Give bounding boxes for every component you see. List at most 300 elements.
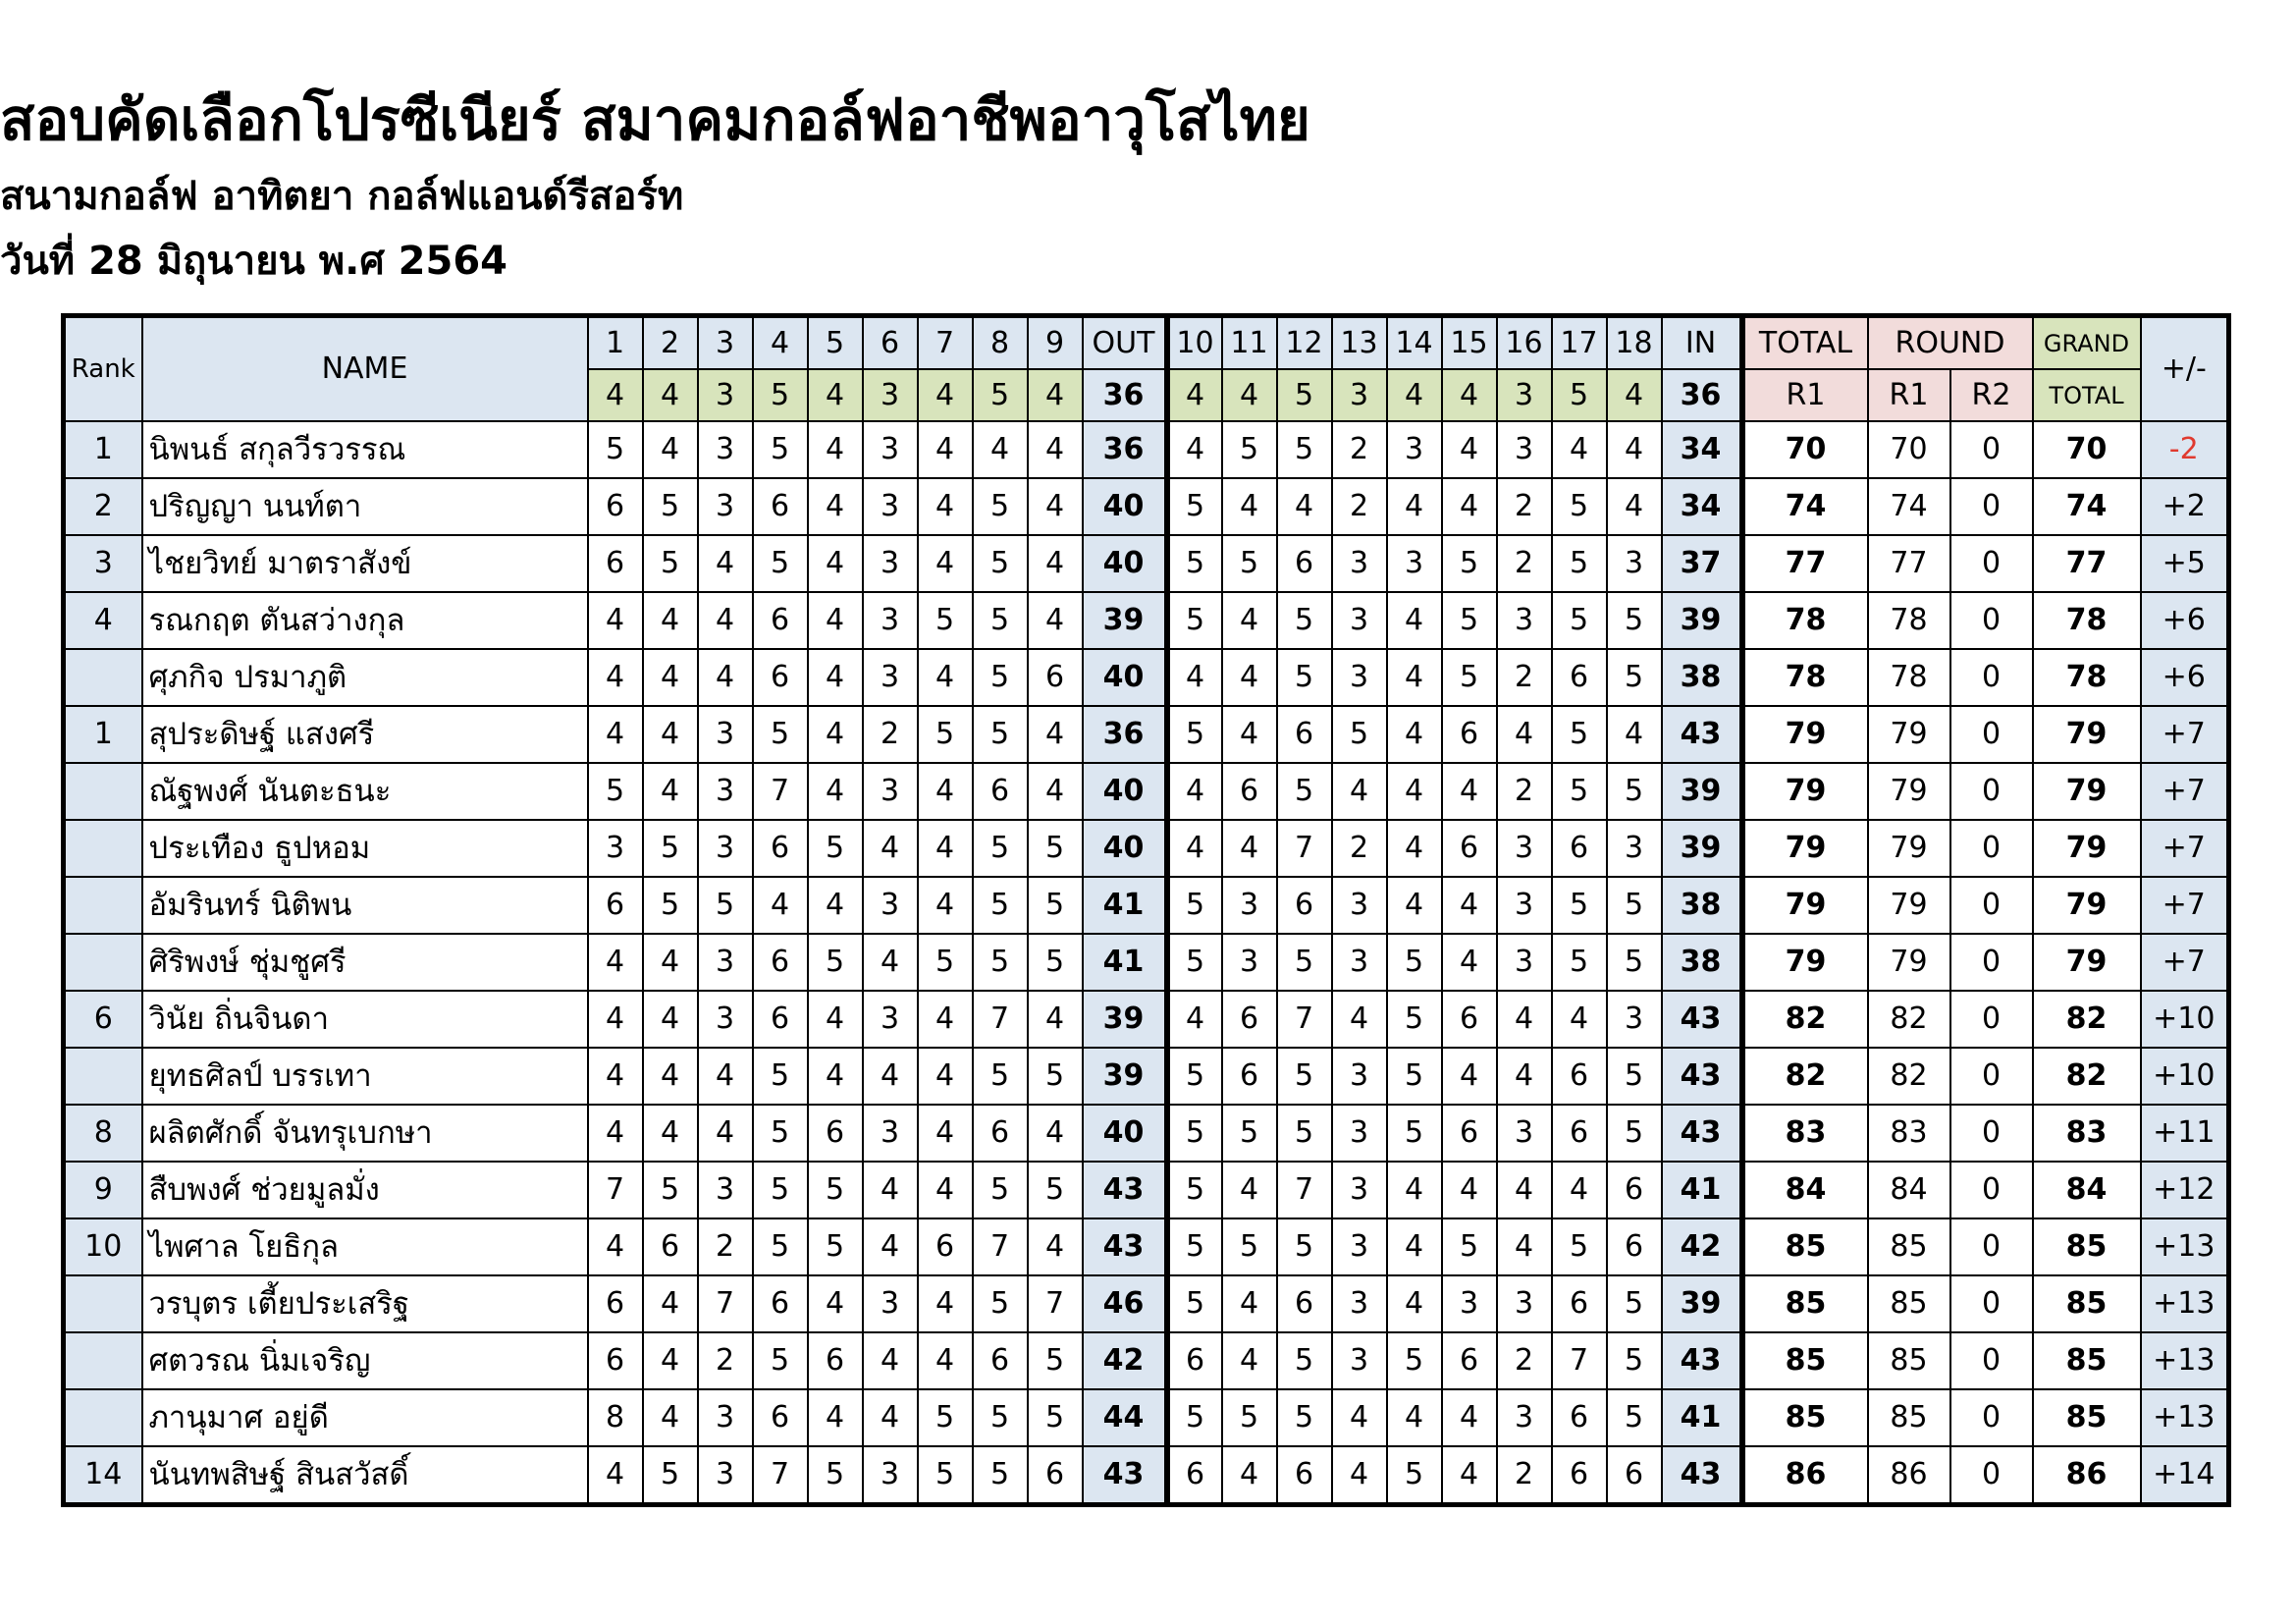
in-total-cell: 43 <box>1662 991 1742 1048</box>
grand-total-cell: 85 <box>2033 1218 2141 1275</box>
hole-14-header: 14 <box>1387 316 1442 370</box>
round-r1-cell: 79 <box>1868 820 1950 877</box>
hole-2-score: 6 <box>643 1218 698 1275</box>
hole-6-score: 3 <box>863 421 918 478</box>
total-r1-cell: 77 <box>1742 535 1868 592</box>
hole-17-score: 5 <box>1552 706 1607 763</box>
hole-16-header: 16 <box>1497 316 1552 370</box>
player-name-cell: รณกฤต ตันสว่างกุล <box>142 592 588 649</box>
hole-18-score: 5 <box>1607 1389 1662 1446</box>
hole-18-score: 5 <box>1607 649 1662 706</box>
scoreboard-table <box>61 313 2231 1507</box>
player-name-cell: ยุทธศิลป์ บรรเทา <box>142 1048 588 1105</box>
grand-total-cell: 79 <box>2033 706 2141 763</box>
hole-15-score: 6 <box>1442 991 1497 1048</box>
hole-7-score: 4 <box>918 1332 973 1389</box>
hole-18-score: 6 <box>1607 1446 1662 1505</box>
hole-5-score: 4 <box>808 421 863 478</box>
hole-1-score: 4 <box>588 1218 643 1275</box>
hole-12-score: 7 <box>1277 820 1332 877</box>
total-r1-cell: 82 <box>1742 991 1868 1048</box>
hole-15-score: 6 <box>1442 706 1497 763</box>
hole-5-score: 4 <box>808 706 863 763</box>
hole-16-score: 2 <box>1497 763 1552 820</box>
hole-1-score: 4 <box>588 706 643 763</box>
out-total-cell: 36 <box>1083 421 1167 478</box>
hole-13-score: 3 <box>1332 1048 1387 1105</box>
round-r2-cell: 0 <box>1950 478 2033 535</box>
round-r1-cell: 85 <box>1868 1275 1950 1332</box>
rank-cell <box>64 1389 142 1446</box>
out-total-cell: 40 <box>1083 478 1167 535</box>
hole-11-score: 4 <box>1222 592 1277 649</box>
in-total-cell: 39 <box>1662 820 1742 877</box>
grand-total-cell: 85 <box>2033 1332 2141 1389</box>
in-header: IN <box>1662 316 1742 370</box>
hole-8-score: 5 <box>973 877 1028 934</box>
grand-total-cell: 84 <box>2033 1162 2141 1218</box>
hole-14-score: 5 <box>1387 1332 1442 1389</box>
player-name-cell: ภานุมาศ อยู่ดี <box>142 1389 588 1446</box>
name-column-header: NAME <box>142 316 588 422</box>
par-hole-12: 5 <box>1277 369 1332 421</box>
table-row <box>64 706 2229 763</box>
out-total-cell: 40 <box>1083 535 1167 592</box>
hole-11-score: 5 <box>1222 421 1277 478</box>
hole-8-score: 5 <box>973 820 1028 877</box>
hole-7-score: 4 <box>918 421 973 478</box>
hole-18-score: 5 <box>1607 763 1662 820</box>
hole-8-score: 7 <box>973 1218 1028 1275</box>
hole-14-score: 5 <box>1387 934 1442 991</box>
hole-17-score: 4 <box>1552 991 1607 1048</box>
player-name-cell: ไพศาล โยธิกุล <box>142 1218 588 1275</box>
round-r1-cell: 84 <box>1868 1162 1950 1218</box>
hole-16-score: 4 <box>1497 706 1552 763</box>
hole-7-score: 5 <box>918 934 973 991</box>
hole-8-score: 5 <box>973 1446 1028 1505</box>
round-r1-cell: 79 <box>1868 934 1950 991</box>
hole-18-score: 5 <box>1607 934 1662 991</box>
out-total-cell: 43 <box>1083 1162 1167 1218</box>
hole-1-score: 4 <box>588 1048 643 1105</box>
hole-7-score: 4 <box>918 763 973 820</box>
hole-8-score: 5 <box>973 934 1028 991</box>
hole-13-score: 4 <box>1332 1389 1387 1446</box>
hole-1-score: 4 <box>588 592 643 649</box>
out-total-cell: 40 <box>1083 763 1167 820</box>
total-r1-cell: 78 <box>1742 649 1868 706</box>
table-row <box>64 421 2229 478</box>
hole-18-score: 5 <box>1607 1048 1662 1105</box>
hole-17-score: 5 <box>1552 1218 1607 1275</box>
grand-total-cell: 79 <box>2033 763 2141 820</box>
hole-18-score: 4 <box>1607 421 1662 478</box>
table-row <box>64 763 2229 820</box>
player-name-cell: อัมรินทร์ นิติพน <box>142 877 588 934</box>
rank-cell: 1 <box>64 421 142 478</box>
hole-12-score: 5 <box>1277 763 1332 820</box>
out-total-cell: 46 <box>1083 1275 1167 1332</box>
hole-7-score: 4 <box>918 991 973 1048</box>
hole-6-score: 2 <box>863 706 918 763</box>
hole-3-score: 4 <box>698 592 753 649</box>
hole-10-score: 5 <box>1167 877 1222 934</box>
hole-10-header: 10 <box>1167 316 1222 370</box>
hole-4-score: 5 <box>753 1218 808 1275</box>
hole-18-score: 6 <box>1607 1218 1662 1275</box>
hole-14-score: 4 <box>1387 877 1442 934</box>
hole-15-score: 4 <box>1442 1162 1497 1218</box>
total-r1-cell: 78 <box>1742 592 1868 649</box>
plus-minus-cell: +13 <box>2141 1389 2229 1446</box>
out-header: OUT <box>1083 316 1167 370</box>
hole-15-score: 6 <box>1442 1105 1497 1162</box>
round-r2-cell: 0 <box>1950 991 2033 1048</box>
round-r2-cell: 0 <box>1950 535 2033 592</box>
rank-cell: 1 <box>64 706 142 763</box>
player-name-cell: ประเทือง ธูปหอม <box>142 820 588 877</box>
hole-5-score: 4 <box>808 1275 863 1332</box>
hole-6-score: 3 <box>863 877 918 934</box>
hole-9-score: 5 <box>1028 1162 1083 1218</box>
out-total-cell: 43 <box>1083 1218 1167 1275</box>
hole-16-score: 2 <box>1497 1446 1552 1505</box>
hole-4-score: 5 <box>753 1162 808 1218</box>
rank-cell <box>64 934 142 991</box>
out-total-cell: 41 <box>1083 934 1167 991</box>
hole-10-score: 5 <box>1167 592 1222 649</box>
total-r1-cell: 85 <box>1742 1389 1868 1446</box>
hole-8-score: 5 <box>973 649 1028 706</box>
hole-6-score: 3 <box>863 535 918 592</box>
hole-4-score: 4 <box>753 877 808 934</box>
hole-2-score: 4 <box>643 934 698 991</box>
hole-14-score: 3 <box>1387 535 1442 592</box>
hole-4-score: 7 <box>753 763 808 820</box>
hole-10-score: 5 <box>1167 1105 1222 1162</box>
hole-16-score: 3 <box>1497 820 1552 877</box>
hole-9-score: 6 <box>1028 1446 1083 1505</box>
player-name-cell: ณัฐพงศ์ นันตะธนะ <box>142 763 588 820</box>
plus-minus-cell: +7 <box>2141 877 2229 934</box>
hole-15-score: 6 <box>1442 820 1497 877</box>
hole-14-score: 4 <box>1387 1389 1442 1446</box>
hole-1-score: 3 <box>588 820 643 877</box>
rank-cell: 3 <box>64 535 142 592</box>
player-name-cell: นิพนธ์ สกุลวีรวรรณ <box>142 421 588 478</box>
hole-18-score: 3 <box>1607 991 1662 1048</box>
in-total-cell: 38 <box>1662 934 1742 991</box>
hole-15-score: 4 <box>1442 1048 1497 1105</box>
hole-10-score: 5 <box>1167 1275 1222 1332</box>
hole-2-score: 4 <box>643 1105 698 1162</box>
round-r1-cell: 85 <box>1868 1332 1950 1389</box>
hole-17-score: 5 <box>1552 592 1607 649</box>
hole-7-score: 5 <box>918 1446 973 1505</box>
hole-8-score: 6 <box>973 763 1028 820</box>
round-r1-cell: 79 <box>1868 877 1950 934</box>
hole-12-score: 6 <box>1277 1446 1332 1505</box>
hole-13-score: 3 <box>1332 1332 1387 1389</box>
hole-9-score: 7 <box>1028 1275 1083 1332</box>
hole-4-score: 6 <box>753 592 808 649</box>
hole-15-header: 15 <box>1442 316 1497 370</box>
in-total-cell: 41 <box>1662 1162 1742 1218</box>
hole-7-score: 4 <box>918 478 973 535</box>
hole-9-score: 4 <box>1028 706 1083 763</box>
hole-12-score: 6 <box>1277 877 1332 934</box>
hole-14-score: 4 <box>1387 1162 1442 1218</box>
hole-12-score: 6 <box>1277 1275 1332 1332</box>
out-total-cell: 40 <box>1083 649 1167 706</box>
hole-6-score: 3 <box>863 1105 918 1162</box>
round-r1-cell: 85 <box>1868 1389 1950 1446</box>
hole-11-score: 5 <box>1222 1105 1277 1162</box>
hole-14-score: 4 <box>1387 649 1442 706</box>
plus-minus-cell: +13 <box>2141 1218 2229 1275</box>
hole-14-score: 4 <box>1387 1275 1442 1332</box>
grand-header: GRAND <box>2033 316 2141 370</box>
grand-total-cell: 85 <box>2033 1389 2141 1446</box>
round-r2-cell: 0 <box>1950 421 2033 478</box>
hole-6-score: 4 <box>863 1332 918 1389</box>
rank-column-header: Rank <box>64 316 142 422</box>
hole-17-score: 4 <box>1552 421 1607 478</box>
hole-9-score: 4 <box>1028 1105 1083 1162</box>
hole-4-score: 5 <box>753 1048 808 1105</box>
plus-minus-cell: +10 <box>2141 1048 2229 1105</box>
table-row <box>64 1275 2229 1332</box>
hole-5-score: 5 <box>808 1446 863 1505</box>
rank-cell <box>64 877 142 934</box>
round-r1-cell: 70 <box>1868 421 1950 478</box>
hole-13-score: 4 <box>1332 763 1387 820</box>
table-row <box>64 877 2229 934</box>
hole-2-score: 5 <box>643 478 698 535</box>
table-row <box>64 1389 2229 1446</box>
round-r2-cell: 0 <box>1950 820 2033 877</box>
hole-12-score: 7 <box>1277 991 1332 1048</box>
table-row <box>64 1048 2229 1105</box>
hole-10-score: 4 <box>1167 649 1222 706</box>
grand-total-cell: 83 <box>2033 1105 2141 1162</box>
hole-14-score: 4 <box>1387 1218 1442 1275</box>
grand-total-cell: 70 <box>2033 421 2141 478</box>
hole-12-score: 5 <box>1277 1048 1332 1105</box>
par-hole-10: 4 <box>1167 369 1222 421</box>
hole-9-score: 4 <box>1028 763 1083 820</box>
hole-13-score: 2 <box>1332 421 1387 478</box>
hole-6-score: 4 <box>863 1218 918 1275</box>
hole-1-score: 6 <box>588 535 643 592</box>
grand-total-cell: 79 <box>2033 820 2141 877</box>
hole-8-score: 5 <box>973 478 1028 535</box>
hole-8-score: 5 <box>973 1275 1028 1332</box>
hole-10-score: 4 <box>1167 763 1222 820</box>
hole-6-score: 3 <box>863 649 918 706</box>
hole-17-score: 5 <box>1552 763 1607 820</box>
hole-4-score: 6 <box>753 934 808 991</box>
player-name-cell: ศุภกิจ ปรมาภูติ <box>142 649 588 706</box>
hole-18-score: 3 <box>1607 820 1662 877</box>
player-name-cell: ศตวรณ นิ่มเจริญ <box>142 1332 588 1389</box>
hole-4-score: 5 <box>753 535 808 592</box>
hole-17-score: 4 <box>1552 1162 1607 1218</box>
hole-3-score: 3 <box>698 1389 753 1446</box>
plus-minus-cell: +7 <box>2141 706 2229 763</box>
plus-minus-cell: +2 <box>2141 478 2229 535</box>
round-r2-cell: 0 <box>1950 1275 2033 1332</box>
hole-5-score: 4 <box>808 535 863 592</box>
total-r1-header: R1 <box>1742 369 1868 421</box>
plus-minus-cell: +14 <box>2141 1446 2229 1505</box>
round-r2-cell: 0 <box>1950 1446 2033 1505</box>
player-name-cell: นันทพสิษฐ์ สินสวัสดิ์ <box>142 1446 588 1505</box>
hole-4-score: 5 <box>753 421 808 478</box>
hole-6-score: 4 <box>863 820 918 877</box>
hole-16-score: 3 <box>1497 592 1552 649</box>
hole-9-score: 5 <box>1028 1389 1083 1446</box>
hole-17-score: 5 <box>1552 478 1607 535</box>
player-name-cell: ผลิตศักดิ์ จันทรุเบกษา <box>142 1105 588 1162</box>
hole-1-score: 5 <box>588 763 643 820</box>
round-r1-cell: 77 <box>1868 535 1950 592</box>
hole-11-score: 4 <box>1222 1162 1277 1218</box>
total-r1-cell: 79 <box>1742 934 1868 991</box>
hole-13-score: 2 <box>1332 478 1387 535</box>
hole-11-score: 4 <box>1222 1446 1277 1505</box>
grand-total-cell: 86 <box>2033 1446 2141 1505</box>
hole-11-score: 5 <box>1222 1389 1277 1446</box>
round-r2-cell: 0 <box>1950 763 2033 820</box>
hole-16-score: 3 <box>1497 1105 1552 1162</box>
grand-total-cell: 82 <box>2033 991 2141 1048</box>
hole-12-score: 5 <box>1277 1389 1332 1446</box>
table-row <box>64 1332 2229 1389</box>
in-total-cell: 43 <box>1662 1446 1742 1505</box>
total-r1-cell: 82 <box>1742 1048 1868 1105</box>
hole-14-score: 3 <box>1387 421 1442 478</box>
out-total-cell: 42 <box>1083 1332 1167 1389</box>
total-r1-cell: 85 <box>1742 1218 1868 1275</box>
plus-minus-cell: +13 <box>2141 1332 2229 1389</box>
hole-17-score: 5 <box>1552 934 1607 991</box>
hole-2-score: 4 <box>643 1332 698 1389</box>
in-total-cell: 37 <box>1662 535 1742 592</box>
hole-6-score: 4 <box>863 1389 918 1446</box>
round-r1-cell: 82 <box>1868 1048 1950 1105</box>
hole-9-score: 4 <box>1028 592 1083 649</box>
hole-13-score: 3 <box>1332 535 1387 592</box>
hole-3-score: 5 <box>698 877 753 934</box>
hole-11-score: 4 <box>1222 706 1277 763</box>
in-total-cell: 41 <box>1662 1389 1742 1446</box>
grand-total-cell: 85 <box>2033 1275 2141 1332</box>
hole-12-score: 5 <box>1277 649 1332 706</box>
hole-11-score: 3 <box>1222 877 1277 934</box>
par-hole-15: 4 <box>1442 369 1497 421</box>
player-name-cell: ปริญญา นนท์ตา <box>142 478 588 535</box>
hole-10-score: 5 <box>1167 706 1222 763</box>
hole-3-score: 3 <box>698 820 753 877</box>
hole-16-score: 2 <box>1497 649 1552 706</box>
hole-3-score: 3 <box>698 706 753 763</box>
hole-7-score: 5 <box>918 592 973 649</box>
hole-3-score: 4 <box>698 1048 753 1105</box>
plus-minus-cell: +7 <box>2141 820 2229 877</box>
rank-cell: 4 <box>64 592 142 649</box>
hole-17-score: 7 <box>1552 1332 1607 1389</box>
hole-5-score: 4 <box>808 1389 863 1446</box>
hole-15-score: 4 <box>1442 763 1497 820</box>
hole-11-score: 4 <box>1222 478 1277 535</box>
hole-6-score: 3 <box>863 1446 918 1505</box>
hole-6-score: 3 <box>863 763 918 820</box>
table-row <box>64 1162 2229 1218</box>
hole-7-score: 4 <box>918 535 973 592</box>
hole-3-score: 4 <box>698 649 753 706</box>
hole-8-score: 5 <box>973 592 1028 649</box>
hole-5-score: 4 <box>808 478 863 535</box>
total-r1-cell: 86 <box>1742 1446 1868 1505</box>
hole-8-score: 7 <box>973 991 1028 1048</box>
hole-6-score: 4 <box>863 934 918 991</box>
in-total-cell: 39 <box>1662 763 1742 820</box>
out-total-cell: 36 <box>1083 706 1167 763</box>
hole-8-score: 4 <box>973 421 1028 478</box>
hole-15-score: 4 <box>1442 1389 1497 1446</box>
hole-4-score: 6 <box>753 991 808 1048</box>
table-row <box>64 1218 2229 1275</box>
hole-16-score: 4 <box>1497 991 1552 1048</box>
hole-10-score: 5 <box>1167 934 1222 991</box>
hole-6-score: 4 <box>863 1048 918 1105</box>
round-r2-cell: 0 <box>1950 649 2033 706</box>
round-r1-cell: 83 <box>1868 1105 1950 1162</box>
hole-12-score: 5 <box>1277 1218 1332 1275</box>
hole-6-header: 6 <box>863 316 918 370</box>
plus-minus-cell: +7 <box>2141 934 2229 991</box>
hole-4-score: 6 <box>753 478 808 535</box>
hole-1-score: 7 <box>588 1162 643 1218</box>
total-r1-cell: 79 <box>1742 706 1868 763</box>
hole-4-score: 5 <box>753 706 808 763</box>
total-r1-cell: 85 <box>1742 1332 1868 1389</box>
hole-7-score: 4 <box>918 1048 973 1105</box>
hole-13-score: 3 <box>1332 1218 1387 1275</box>
hole-5-score: 6 <box>808 1332 863 1389</box>
hole-3-score: 2 <box>698 1218 753 1275</box>
hole-1-score: 4 <box>588 1446 643 1505</box>
par-hole-3: 3 <box>698 369 753 421</box>
hole-18-header: 18 <box>1607 316 1662 370</box>
hole-4-score: 5 <box>753 1332 808 1389</box>
round-r2-cell: 0 <box>1950 1389 2033 1446</box>
hole-2-score: 4 <box>643 1275 698 1332</box>
hole-17-score: 5 <box>1552 535 1607 592</box>
hole-8-score: 5 <box>973 1162 1028 1218</box>
rank-cell <box>64 820 142 877</box>
hole-2-score: 4 <box>643 1389 698 1446</box>
hole-5-score: 4 <box>808 649 863 706</box>
table-row <box>64 478 2229 535</box>
hole-2-header: 2 <box>643 316 698 370</box>
round-r1-cell: 74 <box>1868 478 1950 535</box>
hole-13-score: 3 <box>1332 1105 1387 1162</box>
par-hole-7: 4 <box>918 369 973 421</box>
hole-3-score: 7 <box>698 1275 753 1332</box>
